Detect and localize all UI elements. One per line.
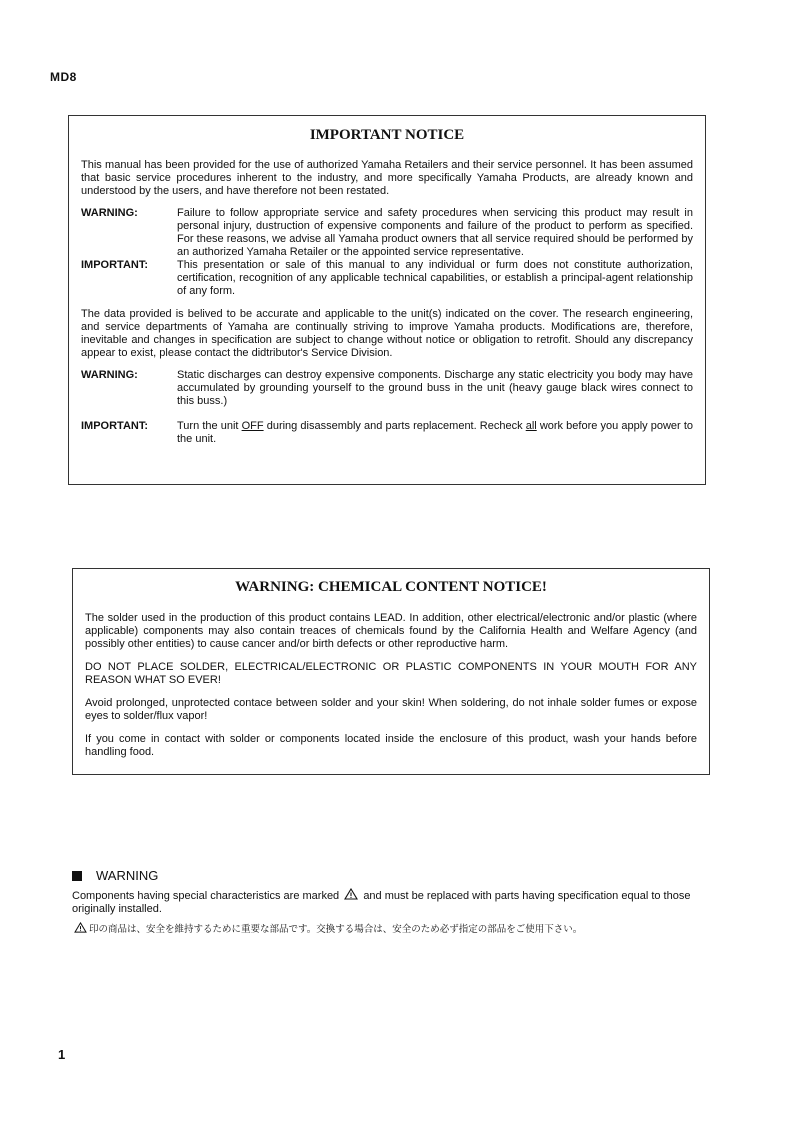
power-off-text-1: Turn the unit	[177, 420, 242, 432]
static-warning-entry	[81, 369, 693, 408]
important-notice-title: IMPORTANT NOTICE	[309, 127, 465, 143]
component-warning-text-1: Components having special characteristics are marked	[72, 890, 340, 902]
power-off-label: IMPORTANT:	[81, 420, 149, 432]
data-paragraph: The data provided is belived to be accurate and applicable to the unit(s) indicated on the cover. The research engineering, and service departments of Yamaha are continually striving to improve Yamaha products. Modifications are, therefore, inevitable and changes in specification are subject to change without notice or obligation to retrofit. Should any discrepancy appear to exist, please contact the didtributor's Service Division.	[81, 308, 693, 359]
japanese-warning-text: 印の商品は、安全を維持するために重要な部品です。交換する場合は、安全のため必ず指定の部品をご使用下さい。	[89, 924, 583, 935]
all-emphasis: all	[525, 420, 537, 432]
component-warning-title: WARNING	[96, 868, 159, 883]
important-text: This presentation or sale of this manual to any individual or furm does not constitute authorization, certification, recognition of any applicable technical capabilities, or establish a principal-agent relationship of any form.	[177, 259, 693, 297]
important-notice-box	[68, 115, 706, 485]
power-off-entry	[81, 420, 693, 446]
notice-intro: This manual has been provided for the use of authorized Yamaha Retailers and their service personnel. It has been assumed that basic service procedures inherent to the industry, and more specifically Yamaha Products, are already known and understood by the users, and have therefore not been restated.	[81, 159, 693, 197]
square-bullet-icon	[72, 871, 82, 881]
warning-text: Failure to follow appropriate service and safety procedures when servicing this product may result in personal injury, dustruction of expensive components and failure of the product to perform as specified. For these reasons, we advise all Yamaha product owners that all service required should be performed by an authorized Yamaha Retailer or the appointed service representative.	[177, 207, 693, 258]
component-warning-heading	[72, 868, 722, 883]
component-warning-text	[72, 888, 722, 916]
model-label: MD8	[50, 70, 77, 84]
important-label: IMPORTANT:	[81, 259, 149, 271]
chemical-notice-box	[72, 568, 710, 775]
chemical-mouth-paragraph: DO NOT PLACE SOLDER, ELECTRICAL/ELECTRONIC OR PLASTIC COMPONENTS IN YOUR MOUTH FOR ANY REASON WHAT SO EVER!	[85, 661, 697, 686]
warning-entry	[81, 207, 693, 259]
off-emphasis: OFF	[241, 420, 264, 432]
page-number: 1	[58, 1047, 66, 1062]
power-off-text-2: during disassembly and parts replacement. Recheck	[263, 420, 526, 432]
chemical-skin-paragraph: Avoid prolonged, unprotected contace between solder and your skin! When soldering, do not inhale solder fumes or expose eyes to solder/flux vapor!	[85, 697, 697, 722]
component-warning-text-2: and must be replaced with parts having specification equal to those originally installed.	[72, 890, 691, 915]
static-warning-label: WARNING:	[81, 369, 138, 381]
important-entry	[81, 259, 693, 298]
power-off-text-3: work before you apply power to the unit.	[177, 420, 693, 445]
chemical-notice-title: WARNING: CHEMICAL CONTENT NOTICE!	[235, 579, 547, 595]
component-warning-section	[72, 868, 722, 936]
warning-triangle-icon	[344, 888, 358, 900]
japanese-warning-line	[72, 922, 722, 936]
warning-label: WARNING:	[81, 207, 138, 219]
power-off-text	[177, 420, 693, 446]
chemical-wash-paragraph: If you come in contact with solder or components located inside the enclosure of this product, wash your hands before handling food.	[85, 733, 697, 758]
static-warning-text: Static discharges can destroy expensive components. Discharge any static electricity you body may have accumulated by grounding yourself to the ground buss in the unit (heavy gauge black wires connect to this buss.)	[177, 369, 693, 407]
chemical-lead-paragraph: The solder used in the production of this product contains LEAD. In addition, other electrical/electronic and/or plastic (where applicable) components may also contain treaces of chemicals found by the California Health and Welfare Agency (and possibly other entities) to cause cancer and/or birth defects or other reproductive harm.	[85, 612, 697, 650]
warning-triangle-icon	[74, 922, 87, 933]
